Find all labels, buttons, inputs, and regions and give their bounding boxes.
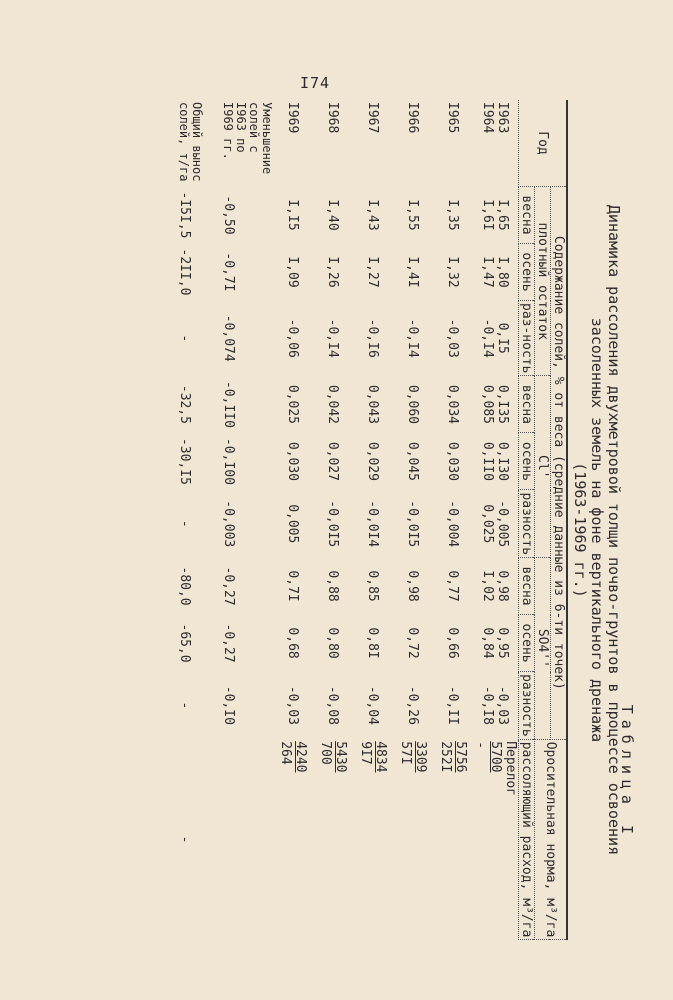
cell-value: I,27 bbox=[365, 256, 381, 288]
cell-value: 0,034 bbox=[445, 384, 461, 425]
table-row bbox=[353, 100, 393, 940]
year-value: I969 bbox=[285, 102, 301, 134]
value-cell-dr-spring bbox=[273, 187, 313, 244]
cell-value: 5756 bbox=[453, 741, 468, 773]
summary-value: -32,5 bbox=[177, 384, 192, 425]
summary-value: -30,I5 bbox=[177, 437, 192, 485]
summary-value: -0,50 bbox=[221, 195, 236, 235]
summary-row bbox=[177, 100, 221, 940]
value-cell-so4-spring bbox=[393, 558, 433, 615]
cell-value: -0,03 bbox=[445, 318, 461, 358]
cell-value: 5700 bbox=[488, 741, 503, 773]
value-cell-dr-spring bbox=[433, 187, 473, 244]
cell-value: 0,II0 bbox=[480, 441, 496, 482]
value-cell-so4-spring bbox=[273, 558, 313, 615]
summary-value: - bbox=[177, 701, 192, 710]
cell-value: 0,85 bbox=[365, 570, 381, 602]
value-cell-so4-autumn bbox=[353, 615, 393, 672]
cell-value: -0,03 bbox=[495, 685, 511, 725]
cell-value: 5430 bbox=[333, 741, 348, 773]
cell-value: I,43 bbox=[365, 199, 381, 231]
value-cell-irr bbox=[393, 739, 433, 940]
cell-value: 4834 bbox=[373, 741, 388, 773]
value-cell-irr bbox=[273, 739, 313, 940]
page-number: I74 bbox=[300, 74, 331, 92]
summary-value: -80,0 bbox=[177, 566, 192, 606]
value-cell-dr-diff bbox=[473, 301, 519, 376]
value-cell-cl-diff bbox=[433, 490, 473, 558]
cell-value: I,6I bbox=[480, 199, 496, 231]
summary-label: Общий вынос солей, т/га bbox=[177, 102, 204, 182]
value-cell-dr-diff bbox=[433, 301, 473, 376]
cell-value: 0,77 bbox=[445, 570, 461, 602]
cell-value: 0,005 bbox=[285, 504, 301, 544]
cell-value: I,32 bbox=[445, 256, 461, 288]
value-cell-so4-spring bbox=[353, 558, 393, 615]
cell-value: I,09 bbox=[285, 256, 301, 288]
value-cell-irr bbox=[433, 739, 473, 940]
header-so4: SO4'' bbox=[535, 558, 551, 740]
value-cell-dr-diff bbox=[393, 301, 433, 376]
cell-value: 0,I5 bbox=[495, 322, 511, 354]
value-cell-so4-autumn bbox=[313, 615, 353, 672]
year-value: I966 bbox=[405, 102, 421, 134]
table-row bbox=[433, 100, 473, 940]
table-row bbox=[393, 100, 433, 940]
cell-value: 0,029 bbox=[365, 441, 381, 482]
header-spring: весна bbox=[519, 376, 535, 433]
value-cell-cl-spring bbox=[393, 376, 433, 433]
cell-value: 0,72 bbox=[405, 627, 421, 659]
value-cell-cl-autumn bbox=[433, 433, 473, 490]
header-autumn: осень bbox=[519, 615, 535, 672]
cell-value: -0,06 bbox=[285, 318, 301, 358]
value-cell-irr bbox=[353, 739, 393, 940]
cell-value: 0,84 bbox=[480, 627, 496, 659]
year-value: I968 bbox=[325, 102, 341, 134]
summary-value: - bbox=[177, 835, 192, 844]
cell-value: 4240 bbox=[293, 741, 308, 773]
header-year: Год bbox=[519, 100, 568, 187]
header-salt-content: Содержание солей, % от веса (средние данные из 6-ти точек) bbox=[551, 187, 568, 740]
cell-value: I,35 bbox=[445, 199, 461, 231]
value-cell-so4-diff bbox=[353, 672, 393, 740]
table-row bbox=[273, 100, 313, 940]
header-diff: разность bbox=[519, 672, 535, 740]
table-title bbox=[571, 100, 622, 960]
rotated-table-block bbox=[36, 30, 636, 960]
cell-value: -0,I6 bbox=[365, 318, 381, 358]
value-cell-so4-autumn bbox=[393, 615, 433, 672]
cell-value: -0,08 bbox=[325, 685, 341, 725]
value-cell-cl-spring bbox=[273, 376, 313, 433]
year-value: I965 bbox=[445, 102, 461, 134]
cell-value: I,26 bbox=[325, 256, 341, 288]
header-diff: разность bbox=[519, 490, 535, 558]
title-line: (1963-1969 гг.) bbox=[571, 462, 589, 598]
cell-value: 0,I30 bbox=[495, 441, 511, 482]
summary-value: -0,II0 bbox=[221, 380, 236, 428]
cell-value: I,80 bbox=[495, 256, 511, 288]
cell-value: 0,88 bbox=[325, 570, 341, 602]
header-spring: весна bbox=[519, 187, 535, 244]
value-cell-cl-autumn bbox=[393, 433, 433, 490]
cell-value: I,4I bbox=[405, 256, 421, 288]
summary-label: Уменьшение солей с I963 по I969 гг. bbox=[221, 102, 274, 175]
cell-value: 0,027 bbox=[325, 441, 341, 482]
cell-value: - bbox=[473, 741, 488, 750]
cell-value: 0,8I bbox=[365, 627, 381, 659]
cell-value: 0,045 bbox=[405, 441, 421, 482]
cell-value: -0,03 bbox=[285, 685, 301, 725]
summary-value: -65,0 bbox=[177, 623, 192, 663]
cell-value: 0,7I bbox=[285, 570, 301, 602]
cell-value: -0,005 bbox=[495, 500, 511, 548]
value-cell-cl-diff bbox=[393, 490, 433, 558]
summary-value: -0,I00 bbox=[221, 437, 236, 485]
cell-value: -0,04 bbox=[365, 685, 381, 725]
value-cell-cl-diff bbox=[273, 490, 313, 558]
value-cell-dr-diff bbox=[273, 301, 313, 376]
cell-value: -0,I4 bbox=[405, 318, 421, 358]
header-dry-residue: плотный остаток bbox=[535, 187, 551, 376]
value-cell-cl-spring bbox=[433, 376, 473, 433]
cell-value: -0,0I5 bbox=[325, 500, 341, 548]
value-cell-so4-autumn bbox=[273, 615, 313, 672]
summary-value: -0,003 bbox=[221, 500, 236, 548]
value-cell-so4-diff bbox=[273, 672, 313, 740]
value-cell-so4-diff bbox=[313, 672, 353, 740]
year-cell bbox=[273, 100, 313, 187]
table-label: Таблица I bbox=[618, 704, 636, 840]
cell-value: -0,0I4 bbox=[365, 500, 381, 548]
year-cell bbox=[473, 100, 519, 187]
cell-value: 0,085 bbox=[480, 384, 496, 425]
cell-value: I,55 bbox=[405, 199, 421, 231]
summary-value: -0,I0 bbox=[221, 685, 236, 725]
value-cell-so4-autumn bbox=[433, 615, 473, 672]
cell-value: I,40 bbox=[325, 199, 341, 231]
cell-value: 0,98 bbox=[405, 570, 421, 602]
header-autumn: осень bbox=[519, 244, 535, 301]
cell-value: 0,95 bbox=[495, 627, 511, 659]
cell-value: 264 bbox=[278, 741, 293, 765]
cell-value: 0,68 bbox=[285, 627, 301, 659]
summary-value: -0,27 bbox=[221, 566, 236, 606]
value-cell-cl-autumn bbox=[473, 433, 519, 490]
title-line: Динамика рассоления двухметровой толщи почво-грунтов в процессе освоения bbox=[605, 204, 623, 856]
summary-value: - bbox=[177, 519, 192, 528]
header-diff: раз-ность bbox=[519, 301, 535, 376]
cell-value: 0,66 bbox=[445, 627, 461, 659]
table-row bbox=[313, 100, 353, 940]
header-cl: Cl' bbox=[535, 376, 551, 558]
value-cell-cl-autumn bbox=[353, 433, 393, 490]
header-autumn: осень bbox=[519, 433, 535, 490]
cell-value: -0,I4 bbox=[480, 318, 496, 358]
cell-value: Перелог bbox=[503, 741, 518, 796]
value-cell-cl-diff bbox=[313, 490, 353, 558]
cell-value: -0,004 bbox=[445, 500, 461, 548]
cell-value: I,47 bbox=[480, 256, 496, 288]
value-cell-dr-diff bbox=[353, 301, 393, 376]
year-cell bbox=[313, 100, 353, 187]
value-cell-so4-diff bbox=[433, 672, 473, 740]
value-cell-dr-autumn bbox=[273, 244, 313, 301]
cell-value: 9I7 bbox=[358, 741, 373, 765]
cell-value: 0,025 bbox=[285, 384, 301, 425]
value-cell-dr-autumn bbox=[313, 244, 353, 301]
value-cell-cl-diff bbox=[353, 490, 393, 558]
summary-value: - bbox=[177, 334, 192, 343]
summary-value: -2II,0 bbox=[177, 248, 192, 296]
salt-dynamics-table bbox=[177, 100, 568, 940]
cell-value: 0,043 bbox=[365, 384, 381, 425]
value-cell-irr bbox=[313, 739, 353, 940]
value-cell-irr bbox=[473, 739, 519, 940]
value-cell-dr-spring bbox=[313, 187, 353, 244]
cell-value: 0,030 bbox=[285, 441, 301, 482]
cell-value: 0,030 bbox=[445, 441, 461, 482]
value-cell-cl-spring bbox=[313, 376, 353, 433]
title-line: засоленных земель на фоне вертикального дренажа bbox=[588, 317, 606, 743]
header-leaching: рассоляющий расход, м³/га bbox=[519, 739, 535, 940]
year-value: I967 bbox=[365, 102, 381, 134]
value-cell-dr-spring bbox=[353, 187, 393, 244]
cell-value: 0,060 bbox=[405, 384, 421, 425]
value-cell-dr-autumn bbox=[353, 244, 393, 301]
value-cell-so4-spring bbox=[473, 558, 519, 615]
value-cell-so4-spring bbox=[433, 558, 473, 615]
summary-value bbox=[221, 739, 273, 940]
cell-value: -0,I8 bbox=[480, 685, 496, 725]
summary-value: -I5I,5 bbox=[177, 191, 192, 239]
value-cell-cl-diff bbox=[473, 490, 519, 558]
value-cell-so4-spring bbox=[313, 558, 353, 615]
value-cell-dr-spring bbox=[393, 187, 433, 244]
cell-value: I,02 bbox=[480, 570, 496, 602]
cell-value: 0,025 bbox=[480, 504, 496, 544]
value-cell-cl-spring bbox=[473, 376, 519, 433]
cell-value: -0,II bbox=[445, 685, 461, 725]
cell-value: 0,98 bbox=[495, 570, 511, 602]
value-cell-dr-autumn bbox=[433, 244, 473, 301]
summary-value: -0,7I bbox=[221, 252, 236, 292]
year-cell bbox=[353, 100, 393, 187]
summary-row bbox=[221, 100, 273, 940]
cell-value: -0,0I5 bbox=[405, 500, 421, 548]
value-cell-cl-spring bbox=[353, 376, 393, 433]
value-cell-dr-diff bbox=[313, 301, 353, 376]
header-irrigation: Оросительная норма, м³/га bbox=[535, 739, 568, 940]
value-cell-so4-diff bbox=[473, 672, 519, 740]
value-cell-cl-autumn bbox=[313, 433, 353, 490]
year-value: I963 bbox=[495, 102, 511, 134]
table-row bbox=[473, 100, 519, 940]
header-spring: весна bbox=[519, 558, 535, 615]
cell-value: 0,I35 bbox=[495, 384, 511, 425]
cell-value: 0,80 bbox=[325, 627, 341, 659]
value-cell-dr-autumn bbox=[473, 244, 519, 301]
year-cell bbox=[433, 100, 473, 187]
cell-value: I,65 bbox=[495, 199, 511, 231]
value-cell-so4-diff bbox=[393, 672, 433, 740]
value-cell-dr-autumn bbox=[393, 244, 433, 301]
value-cell-dr-spring bbox=[473, 187, 519, 244]
value-cell-so4-autumn bbox=[473, 615, 519, 672]
year-cell bbox=[393, 100, 433, 187]
summary-value: -0,27 bbox=[221, 623, 236, 663]
value-cell-cl-autumn bbox=[273, 433, 313, 490]
cell-value: -0,I4 bbox=[325, 318, 341, 358]
cell-value: 3309 bbox=[413, 741, 428, 773]
cell-value: -0,26 bbox=[405, 685, 421, 725]
year-value: I964 bbox=[480, 102, 496, 134]
cell-value: 700 bbox=[318, 741, 333, 765]
cell-value: 252I bbox=[438, 741, 453, 773]
cell-value: 0,042 bbox=[325, 384, 341, 425]
cell-value: 57I bbox=[398, 741, 413, 765]
summary-value: -0,074 bbox=[221, 314, 236, 362]
cell-value: I,I5 bbox=[285, 199, 301, 231]
